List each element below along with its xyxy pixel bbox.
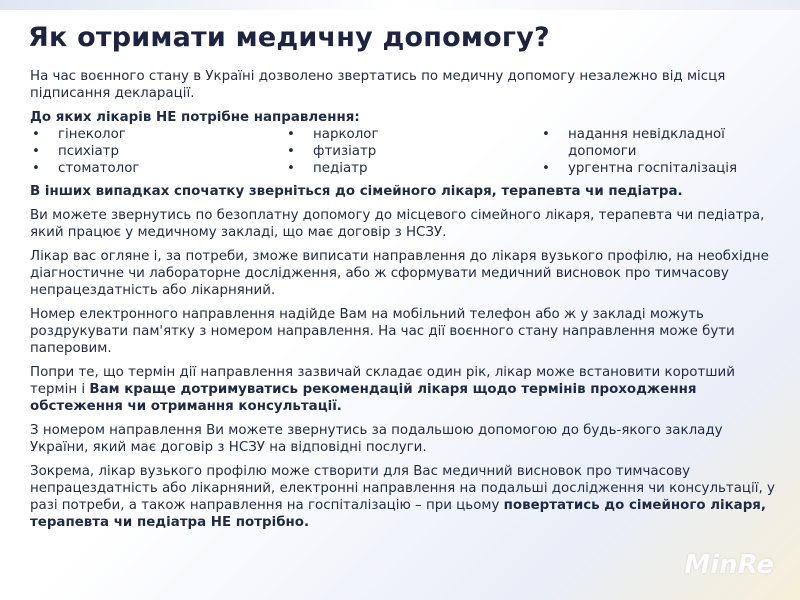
list-item: • фтизіатр [287,144,377,159]
bullet-icon: • [32,161,40,176]
doctor-list-col3 [540,126,775,177]
list-item: • надання невідкладної допомоги [542,127,725,159]
no-referral-lists [30,126,775,177]
bullet-icon: • [287,144,295,159]
list-item: • ургентна госпіталізація [542,161,738,176]
page-title: Як отримати медичну допомогу? [28,22,550,53]
intro-paragraph: На час воєнного стану в Україні дозволено звертатись по медичну допомогу незалежно від місця підписання декларації. [30,69,726,101]
doctor-list-col2 [285,126,540,177]
list-item: • стоматолог [32,161,140,176]
bullet-icon: • [32,144,40,159]
bullet-icon: • [32,127,40,142]
bullet-icon: • [542,161,550,176]
bullet-icon: • [287,127,295,142]
top-band [0,0,800,10]
document-body [30,68,775,538]
minre-watermark: MinRe [684,550,774,580]
further-help-paragraph: З номером направлення Ви можете звернутись за подальшою допомогою до будь-якого закладу України, який має договір з НСЗУ на відповідні послуги. [30,423,723,455]
referral-term-paragraph: Попри те, що термін дії направлення зазвичай складає один рік, лікар може встановити коротший термін і Вам краще дотримуватись рекомендацій лікаря щодо термінів проходження обстеження чи отримання консультації. [30,365,735,414]
list-item: • нарколог [287,127,379,142]
bullet-icon: • [287,161,295,176]
examination-paragraph: Лікар вас огляне і, за потреби, зможе виписати направлення до лікаря вузького профілю, на необхідне діагностичне чи лабораторне дослідження, або ж сформувати медичний висновок про тимчасову непрацездатність або лікарняний. [30,249,769,298]
specialist-paragraph: Зокрема, лікар вузького профілю може створити для Вас медичний висновок про тимчасову непрацездатність або лікарняний, електронні направлення на подальші дослідження чи консультації, у разі потреби, а також направлення на госпіталізацію – при цьому повертатись до сімейного лікаря, терапевта чи педіатра НЕ потрібно. [30,464,775,530]
other-cases-paragraph: В інших випадках спочатку зверніться до сімейного лікаря, терапевта чи педіатра. [30,184,683,199]
bullet-icon: • [542,127,550,142]
doctor-list-col1 [30,126,285,177]
list-item: • педіатр [287,161,368,176]
free-help-paragraph: Ви можете звернутись по безоплатну допомогу до місцевого сімейного лікаря, терапевта чи педіатра, який працює у медичному закладі, що має договір з НСЗУ. [30,208,765,240]
list-item: • психіатр [32,144,119,159]
no-referral-heading: До яких лікарів НЕ потрібне направлення: [30,110,360,125]
referral-number-paragraph: Номер електронного направлення надійде Вам на мобільний телефон або ж у закладі можуть роздрукувати пам'ятку з номером направлення. На час дії воєнного стану направлення може бути паперовим. [30,307,735,356]
list-item: • гінеколог [32,127,126,142]
